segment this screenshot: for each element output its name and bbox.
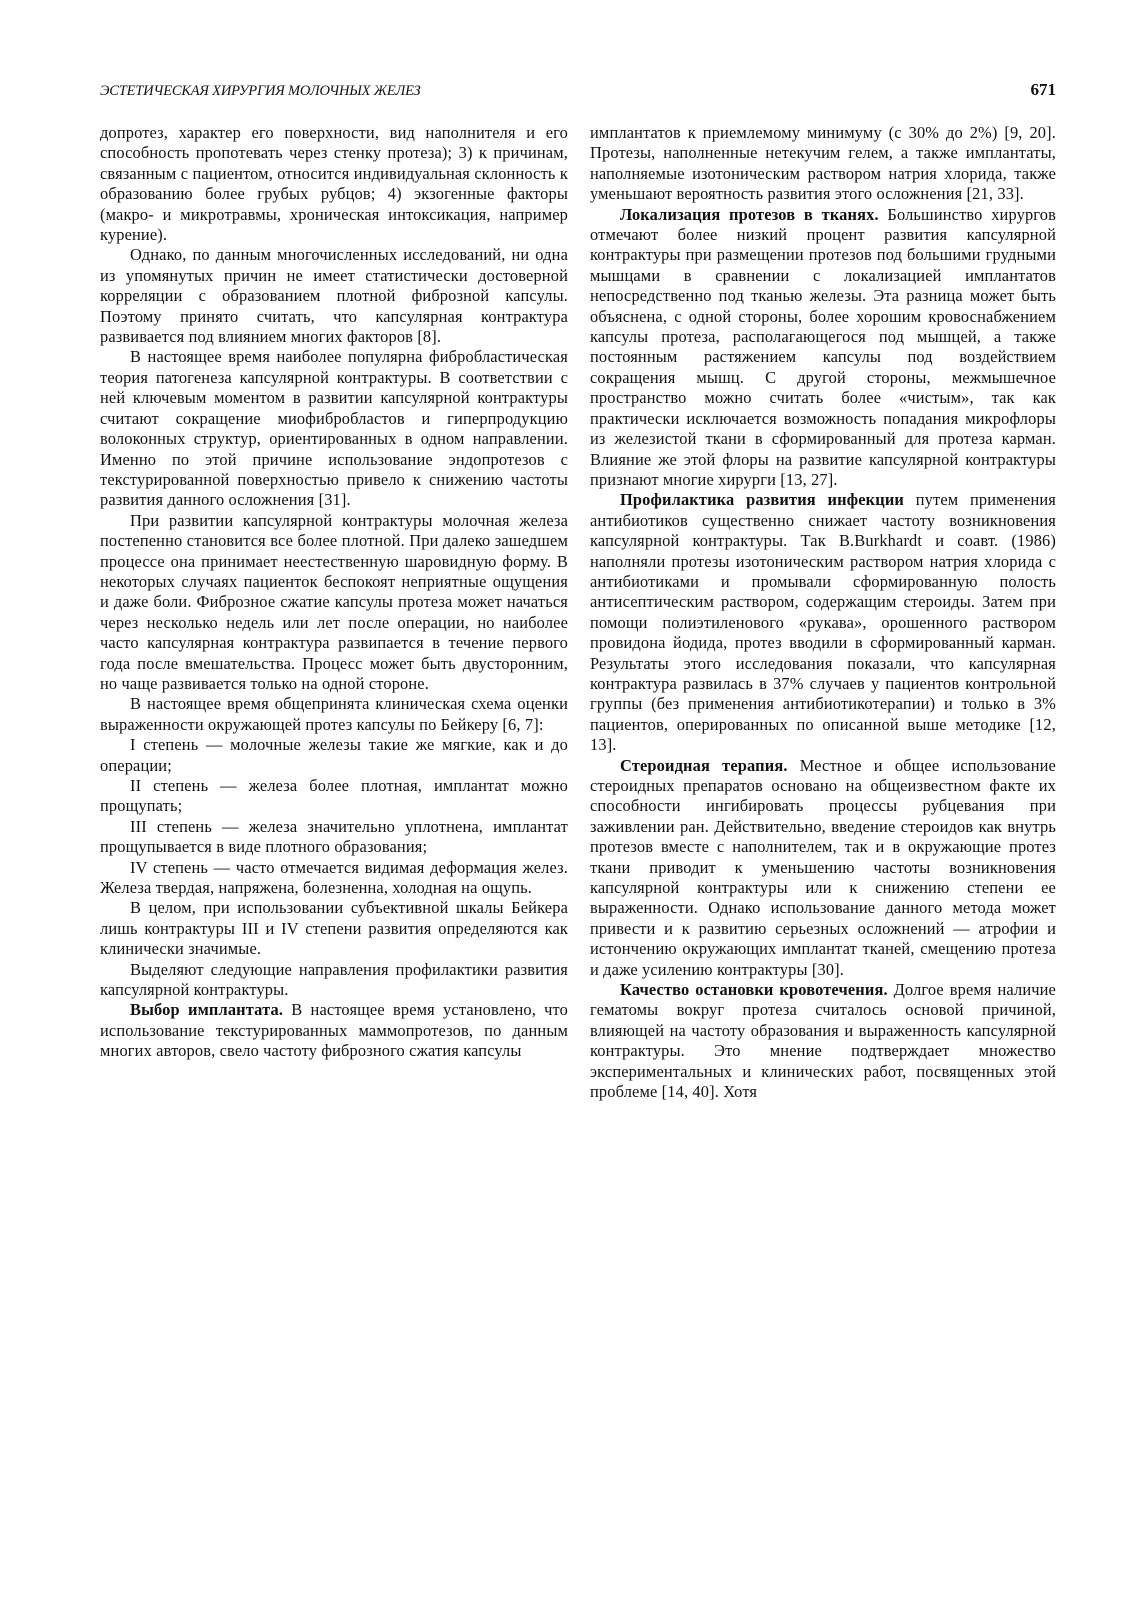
baker-grade-3: III степень — железа значительно уплотнена, имплантат прощупывается в виде плотного образования;	[100, 816, 568, 857]
paragraph: В настоящее время наиболее популярна фибробластическая теория патогенеза капсулярной контрактуры. В соответствии с ней ключевым моментом в развитии капсулярной контрактуры считают сокращение миофибробластов и гиперпродукцию волоконных структур, ориентированных в одном направлении. Именно по этой причине использование эндопротезов с текстурированной поверхностью привело к снижению частоты развития данного осложнения [31].	[100, 347, 568, 510]
baker-grade-1: I степень — молочные железы такие же мягкие, как и до операции;	[100, 735, 568, 775]
page-header	[100, 80, 1056, 104]
right-column	[590, 123, 1056, 1103]
paragraph-hemostasis: Качество остановки кровотечения. Долгое время наличие гематомы вокруг протеза считалось основой причиной, влияющей на частоту образования и выраженность капсулярной контрактуры. Это мнение подтверждает множество экспериментальных и клинических работ, посвященных этой проблеме [14, 40]. Хотя	[590, 980, 1056, 1102]
section-heading: Выбор имплантата.	[130, 1000, 284, 1020]
baker-grade-2: II степень — железа более плотная, имплантат можно прощупать;	[100, 776, 568, 816]
section-heading: Качество остановки кровотечения.	[620, 980, 888, 1000]
paragraph: При развитии капсулярной контрактуры молочная железа постепенно становится все более плотной. При далеко зашедшем процессе она принимает неестественную шаровидную форму. В некоторых случаях пациенток беспокоят неприятные ощущения и даже боли. Фиброзное сжатие капсулы протеза может начаться через несколько недель или лет после операции, но наиболее часто капсулярная контрактура развипается в течение первого года после вмешательства. Процесс может быть двусторонним, но чаще развивается только на одной стороне.	[100, 510, 568, 693]
paragraph-steroid-therapy: Стероидная терапия. Местное и общее использование стероидных препаратов основано на общеизвестном факте их способности ингибировать процессы рубцевания при заживлении ран. Действительно, введение стероидов как внутрь протезов вместе с наполнителем, так и в окружающие протез ткани приводит к уменьшению частоты возникновения капсулярной контрактуры или к снижению степени ее выраженности. Однако использование данного метода может привести и к развитию серьезных осложнений — атрофии и истончению окружающих имплантат тканей, смещению протеза и даже усилению контрактуры [30].	[590, 755, 1056, 979]
left-column	[100, 123, 568, 1062]
paragraph-infection-prevention: Профилактика развития инфекции путем применения антибиотиков существенно снижает частоту возникновения капсулярной контрактуры. Так B.Burkhardt и соавт. (1986) наполняли протезы изотоническим раствором натрия хлорида с антибиотиками и промывали сформированную полость антисептическим раствором, содержащим стероиды. Затем при помощи полиэтиленового «рукава», орошенного раствором провидона йодида, протез вводили в сформированный карман. Результаты этого исследования показали, что капсулярная контрактура развилась в 37% случаев у пациентов контрольной группы (без применения антибиотикотерапии) и только в 3% пациентов, оперированных по описанной выше методике [12, 13].	[590, 490, 1056, 755]
section-heading: Локализация протезов в тканях.	[620, 204, 879, 224]
paragraph-implant-location: Локализация протезов в тканях. Большинство хирургов отмечают более низкий процент развития капсулярной контрактуры при размещении протезов под большими грудными мышцами в сравнении с локализацией имплантатов непосредственно под тканью железы. Эта разница может быть объяснена, с одной стороны, более хорошим кровоснабжением капсулы протеза, располагающегося под мышцей, а также постоянным растяжением капсулы под воздействием сокращения мышц. С другой стороны, межмышечное пространство можно считать более «чистым», так как практически исключается возможность попадания микрофлоры из железистой ткани в сформированный для протеза карман. Влияние же этой флоры на развитие капсулярной контрактуры признают многие хирурги [13, 27].	[590, 204, 1056, 489]
page-number: 671	[1030, 80, 1056, 99]
paragraph: допротез, характер его поверхности, вид наполнителя и его способность пропотевать через стенку протеза); 3) к причинам, связанным с пациентом, относится индивидуальная склонность к образованию более грубых рубцов; 4) экзогенные факторы (макро- и микротравмы, хроническая интоксикация, например курение).	[100, 123, 568, 245]
paragraph: имплантатов к приемлемому минимуму (с 30% до 2%) [9, 20]. Протезы, наполненные нетекучим гелем, а также имплантаты, наполняемые изотоническим раствором натрия хлорида, также уменьшают вероятность развития этого осложнения [21, 33].	[590, 123, 1056, 204]
paragraph: В целом, при использовании субъективной шкалы Бейкера лишь контрактуры III и IV степени развития определяются как клинически значимые.	[100, 898, 568, 959]
paragraph: Выделяют следующие направления профилактики развития капсулярной контрактуры.	[100, 959, 568, 1000]
paragraph-implant-choice: Выбор имплантата. В настоящее время установлено, что использование текстурированных маммопротезов, по данным многих авторов, свело частоту фиброзного сжатия капсулы	[100, 1000, 568, 1061]
paragraph: В настоящее время общепринята клиническая схема оценки выраженности окружающей протез капсулы по Бейкеру [6, 7]:	[100, 694, 568, 734]
section-heading: Стероидная терапия.	[620, 755, 788, 775]
running-title: ЭСТЕТИЧЕСКАЯ ХИРУРГИЯ МОЛОЧНЫХ ЖЕЛЕЗ	[100, 83, 421, 99]
baker-grade-4: IV степень — часто отмечается видимая деформация желез. Железа твердая, напряжена, болезненна, холодная на ощупь.	[100, 857, 568, 898]
section-heading: Профилактика развития инфекции	[620, 490, 905, 510]
paragraph: Однако, по данным многочисленных исследований, ни одна из упомянутых причин не имеет статистически достоверной корреляции с образованием плотной фиброзной капсулы. Поэтому принято считать, что капсулярная контрактура развивается под влиянием многих факторов [8].	[100, 245, 568, 347]
